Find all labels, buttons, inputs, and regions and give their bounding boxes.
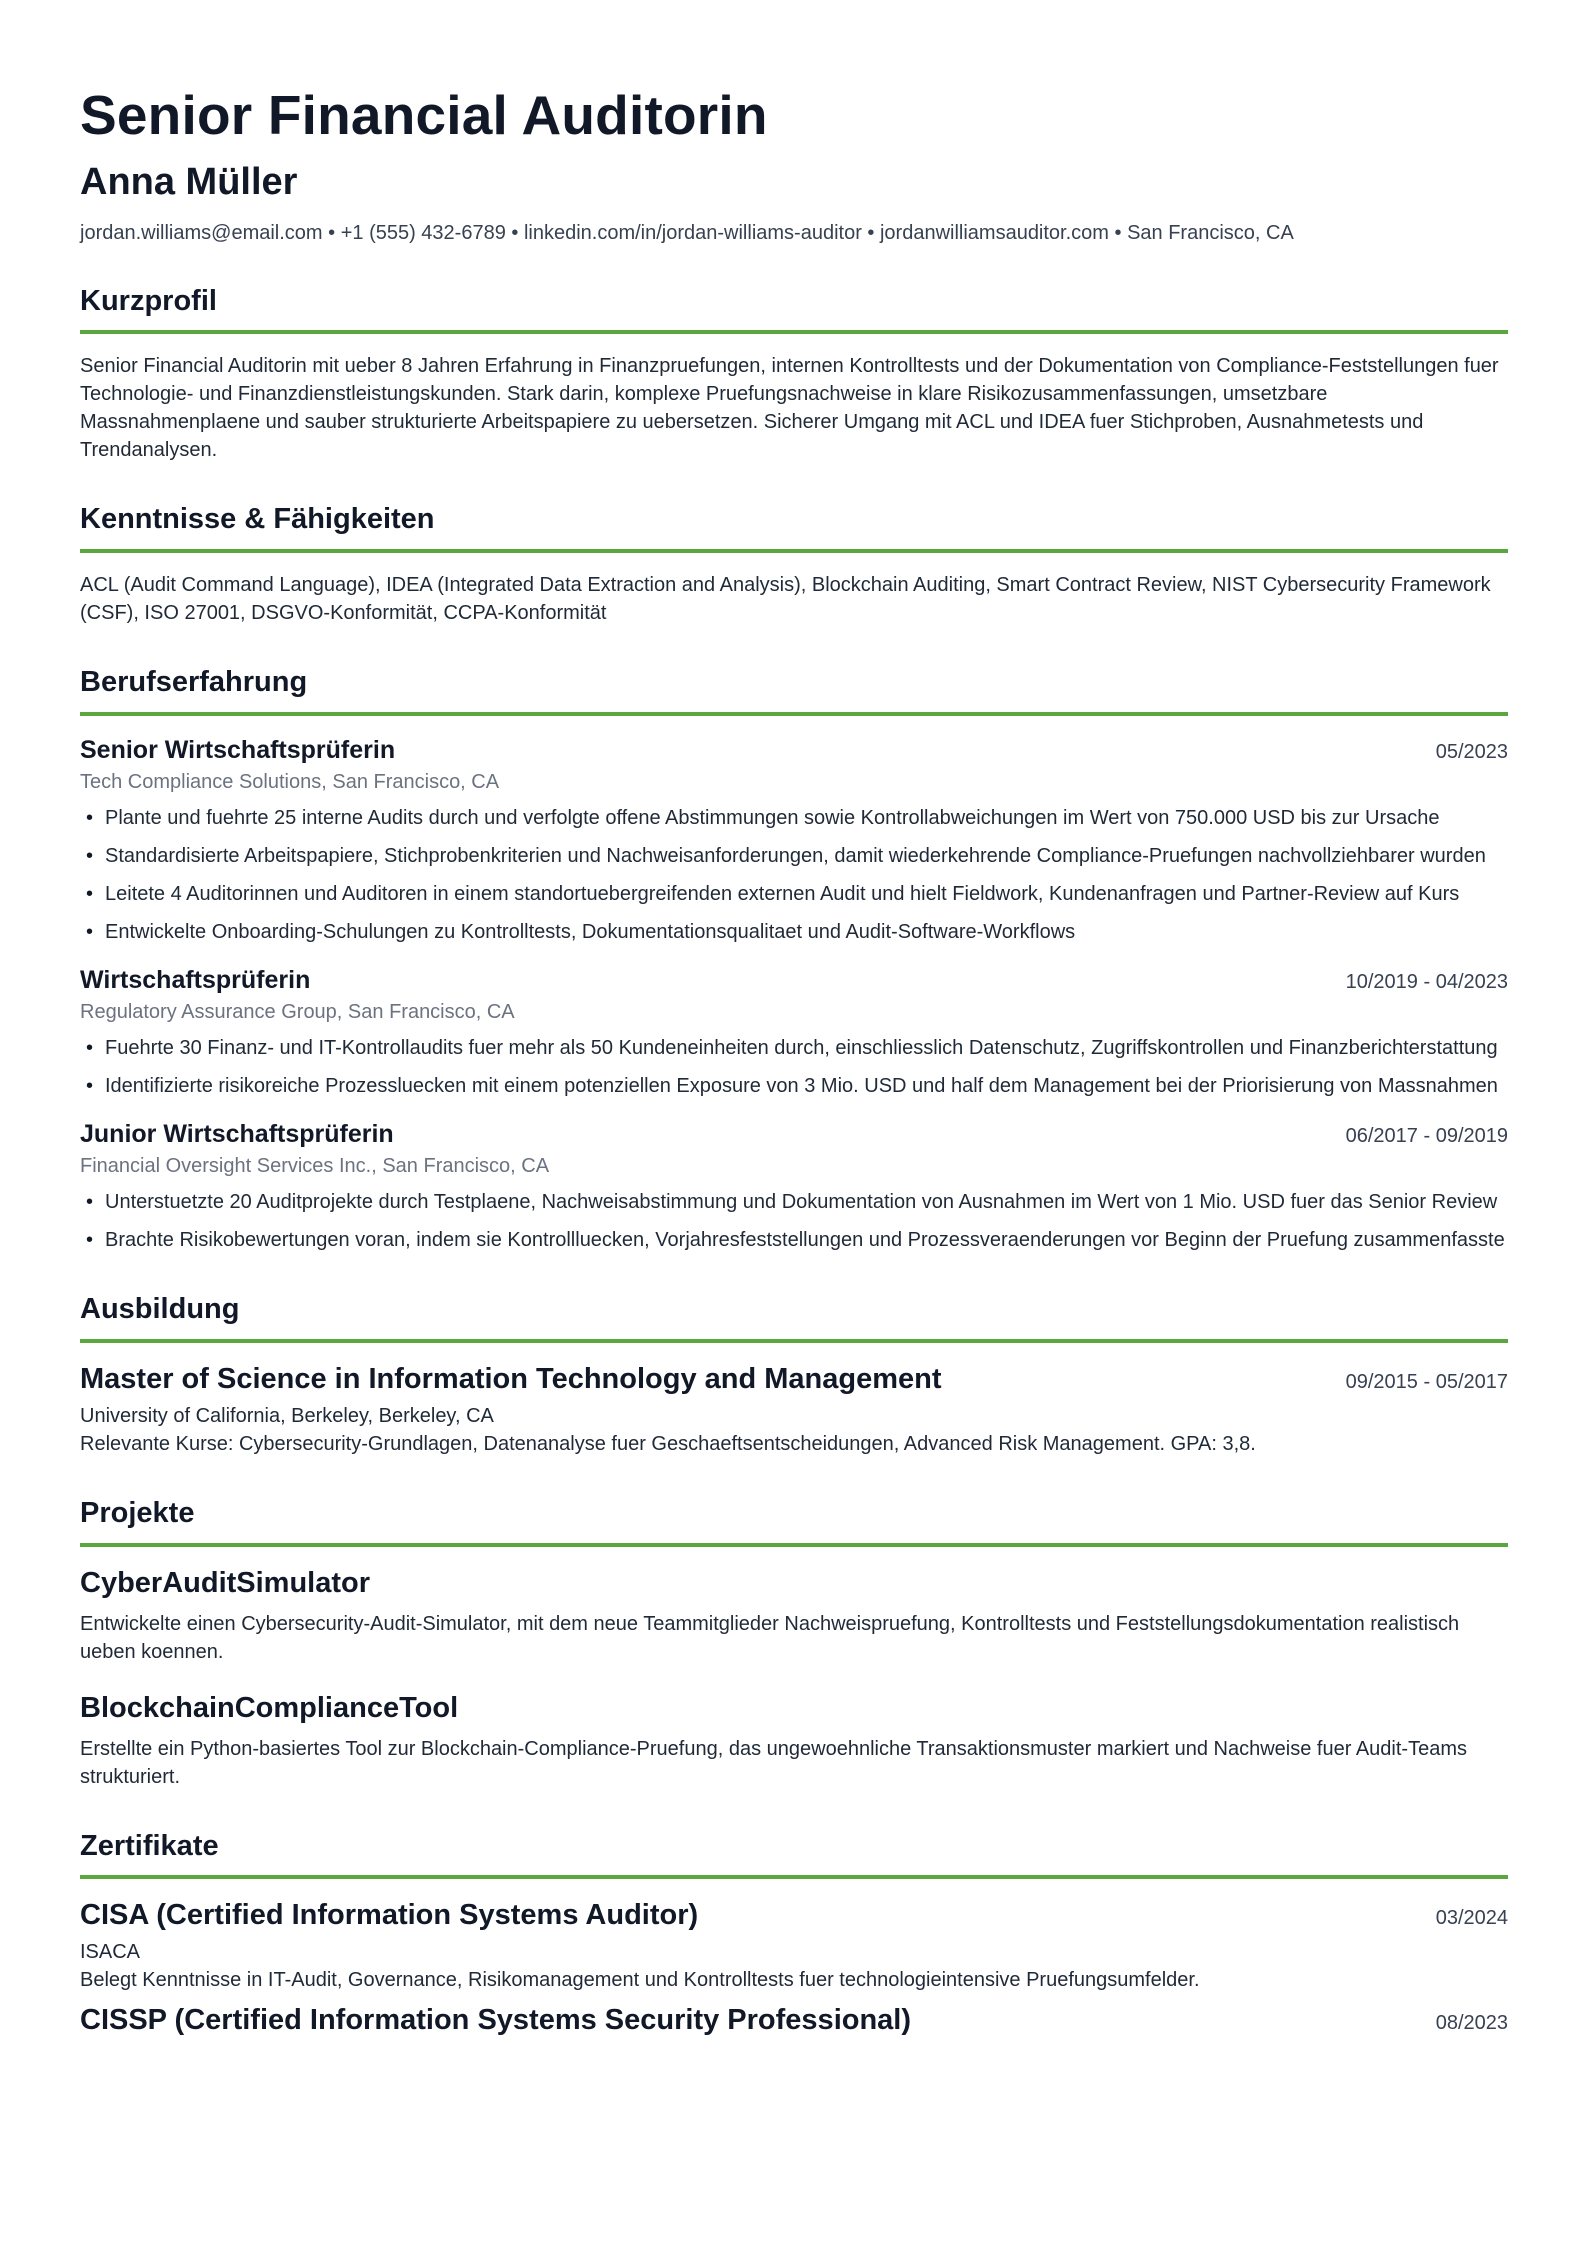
job-company: Regulatory Assurance Group, San Francisco, CA <box>80 1000 515 1023</box>
certification-date: 03/2024 <box>1435 1907 1508 1930</box>
job-bullets <box>80 804 1508 946</box>
skills-section <box>80 502 1508 627</box>
job-bullet: • Unterstuetzte 20 Auditprojekte durch Testplaene, Nachweisabstimmung und Dokumentation von Ausnahmen im Wert von 1 Mio. USD fuer das Senior Review <box>80 1188 1508 1216</box>
contact-line: jordan.williams@email.com • +1 (555) 432-6789 • linkedin.com/in/jordan-williams-auditor • jordanwilliamsauditor.com • San Francisco, CA <box>80 221 1294 244</box>
job-bullet: • Brachte Risikobewertungen voran, indem sie Kontrollluecken, Vorjahresfeststellungen und Prozessveraenderungen vor Beginn der Pruefung zusammenfasste <box>80 1226 1508 1254</box>
job-company: Financial Oversight Services Inc., San Francisco, CA <box>80 1154 550 1177</box>
job-bullets <box>80 1188 1508 1254</box>
job-date: 10/2019 - 04/2023 <box>1345 970 1508 993</box>
summary-section <box>80 284 1508 465</box>
project-entry <box>80 1567 1508 1666</box>
job-title: Senior Wirtschaftsprüferin <box>80 735 396 764</box>
project-name: BlockchainComplianceTool <box>80 1691 459 1724</box>
certification-entry <box>80 2004 1508 2037</box>
job-title: Wirtschaftsprüferin <box>80 965 311 994</box>
section-heading-experience: Berufserfahrung <box>80 665 1508 716</box>
project-name: CyberAuditSimulator <box>80 1566 371 1599</box>
certification-description: Belegt Kenntnisse in IT-Audit, Governance, Risikomanagement und Kontrolltests fuer technologieintensive Pruefungsumfelder. <box>80 1969 1200 1992</box>
degree-title: Master of Science in Information Technology and Management <box>80 1362 942 1395</box>
job-bullet: • Leitete 4 Auditorinnen und Auditoren in einem standortuebergreifenden externen Audit und hielt Fieldwork, Kundenanfragen und Partner-Review auf Kurs <box>80 880 1508 908</box>
experience-section <box>80 665 1508 1254</box>
candidate-name: Anna Müller <box>80 161 298 203</box>
education-date: 09/2015 - 05/2017 <box>1345 1370 1508 1393</box>
job-date: 05/2023 <box>1435 740 1508 763</box>
certification-name: CISA (Certified Information Systems Auditor) <box>80 1899 699 1932</box>
job-bullet: • Standardisierte Arbeitspapiere, Stichprobenkriterien und Nachweisanforderungen, damit wiederkehrende Compliance-Pruefungen nachvollziehbarer wurden <box>80 842 1508 870</box>
section-heading-education: Ausbildung <box>80 1292 1508 1343</box>
job-bullet: • Fuehrte 30 Finanz- und IT-Kontrollaudits fuer mehr als 50 Kundeneinheiten durch, einschliesslich Datenschutz, Zugriffskontrollen und Finanzberichterstattung <box>80 1034 1508 1062</box>
job-bullet: • Plante und fuehrte 25 interne Audits durch und verfolgte offene Abstimmungen sowie Kontrollabweichungen im Wert von 750.000 USD bis zur Ursache <box>80 804 1508 832</box>
resume-title: Senior Financial Auditorin <box>80 84 768 146</box>
section-heading-projects: Projekte <box>80 1496 1508 1547</box>
certifications-section <box>80 1829 1508 2038</box>
job-entry <box>80 966 1508 1100</box>
job-date: 06/2017 - 09/2019 <box>1345 1124 1508 1147</box>
certification-date: 08/2023 <box>1435 2012 1508 2035</box>
job-title: Junior Wirtschaftsprüferin <box>80 1119 394 1148</box>
project-description: Erstellte ein Python-basiertes Tool zur Blockchain-Compliance-Pruefung, das ungewoehnliche Transaktionsmuster markiert und Nachweise fuer Audit-Teams strukturiert. <box>80 1737 1467 1788</box>
education-entry <box>80 1363 1508 1458</box>
job-entry <box>80 1120 1508 1254</box>
skills-text: ACL (Audit Command Language), IDEA (Integrated Data Extraction and Analysis), Blockchain Auditing, Smart Contract Review, NIST Cybersecurity Framework (CSF), ISO 27001, DSGVO-Konformität, CCPA-Konformität <box>80 574 1491 625</box>
job-entry <box>80 736 1508 946</box>
job-bullets <box>80 1034 1508 1100</box>
certification-name: CISSP (Certified Information Systems Security Professional) <box>80 2004 912 2037</box>
projects-section <box>80 1496 1508 1791</box>
job-bullet: • Entwickelte Onboarding-Schulungen zu Kontrolltests, Dokumentationsqualitaet und Audit-Software-Workflows <box>80 918 1508 946</box>
school-name: University of California, Berkeley, Berkeley, CA <box>80 1404 494 1427</box>
summary-text: Senior Financial Auditorin mit ueber 8 Jahren Erfahrung in Finanzpruefungen, internen Kontrolltests und der Dokumentation von Compliance-Feststellungen fuer Technologie- und Finanzdienstleistungskunden. Stark darin, komplexe Pruefungsnachweise in klare Risikozusammenfassungen, umsetzbare Massnahmenplaene und sauber strukturierte Arbeitspapiere zu uebersetzen. Sicherer Umgang mit ACL und IDEA fuer Stichproben, Ausnahmetests und Trendanalysen. <box>80 355 1499 462</box>
certification-entry <box>80 1899 1508 1994</box>
section-heading-summary: Kurzprofil <box>80 284 1508 335</box>
education-section <box>80 1292 1508 1458</box>
project-entry <box>80 1692 1508 1791</box>
education-courses: Relevante Kurse: Cybersecurity-Grundlagen, Datenanalyse fuer Geschaeftsentscheidungen, Advanced Risk Management. GPA: 3,8. <box>80 1432 1256 1455</box>
project-description: Entwickelte einen Cybersecurity-Audit-Simulator, mit dem neue Teammitglieder Nachweispruefung, Kontrolltests und Feststellungsdokumentation realistisch ueben koennen. <box>80 1612 1460 1663</box>
section-heading-certifications: Zertifikate <box>80 1829 1508 1880</box>
job-bullet: • Identifizierte risikoreiche Prozessluecken mit einem potenziellen Exposure von 3 Mio. USD und half dem Management bei der Priorisierung von Massnahmen <box>80 1072 1508 1100</box>
section-heading-skills: Kenntnisse & Fähigkeiten <box>80 502 1508 553</box>
certification-issuer: ISACA <box>80 1941 141 1964</box>
job-company: Tech Compliance Solutions, San Francisco, CA <box>80 770 500 793</box>
